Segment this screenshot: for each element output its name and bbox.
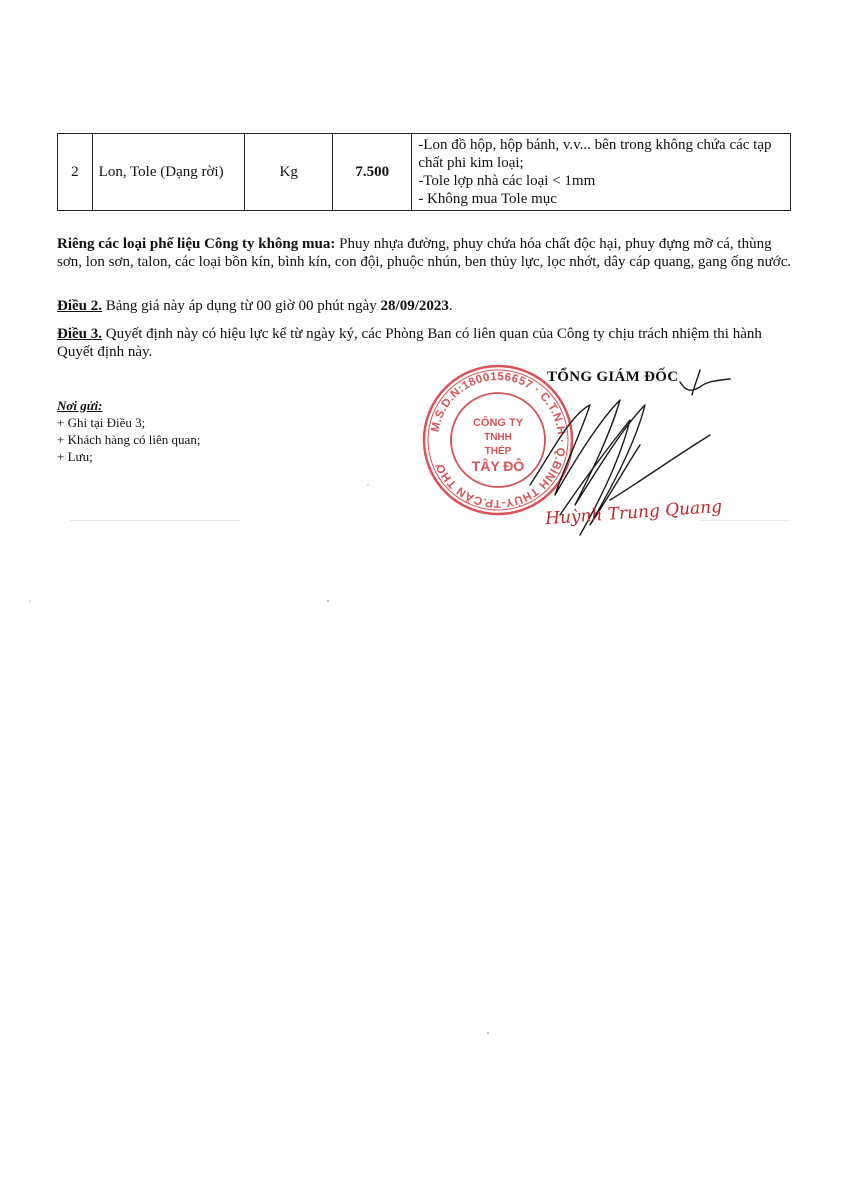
note-line: - Không mua Tole mục	[418, 191, 557, 207]
recipient-item: + Khách hàng có liên quan;	[57, 432, 201, 447]
item-unit: Kg	[245, 134, 333, 211]
note-line: -Tole lợp nhà các loại < 1mm	[418, 173, 596, 189]
article-2-end: .	[448, 298, 453, 314]
recipient-item: + Ghi tại Điều 3;	[57, 415, 146, 430]
stamp-center-line: TNHH	[484, 432, 512, 443]
effective-date: 28/09/2023	[380, 298, 449, 314]
recipients-heading: Nơi gửi:	[57, 398, 103, 413]
signatory-title: TỔNG GIÁM ĐỐC	[547, 369, 679, 385]
item-name: Lon, Tole (Dạng rời)	[92, 134, 245, 211]
note-line: -Lon đồ hộp, hộp bánh, v.v... bên trong không chứa các tạp chất phi kim loại;	[418, 137, 772, 171]
item-price: 7.500	[333, 134, 412, 211]
stamp-center-line: CÔNG TY	[472, 417, 524, 429]
article-3-label: Điều 3.	[57, 326, 102, 342]
exclusions-lead: Riêng các loại phế liệu Công ty không mua:	[57, 236, 336, 252]
stamp-center-line: TÂY ĐÔ	[471, 458, 525, 474]
stamp-center-line: THÉP	[484, 446, 512, 457]
stamp-ring-text: M.S.D.N:1800156657 · C.T.N.H · Q.BÌNH THỦY-TP.CẦN THƠ	[429, 370, 568, 510]
recipient-item: + Lưu;	[57, 449, 93, 464]
signatory-name: Huỳnh Trung Quang	[544, 496, 723, 530]
article-3-text: Quyết định này có hiệu lực kể từ ngày ký, các Phòng Ban có liên quan của Công ty chịu trách nhiệm thi hành Quyết định này.	[57, 326, 762, 360]
exclusions-text: Phuy nhựa đường, phuy chứa hóa chất độc hại, phuy đựng mỡ cá, thùng sơn, lon sơn, talon, các loại bồn kín, bình kín, con đội, phuộc nhún, ben thủy lực, lọc nhớt, dây cáp quang, gang ống nước.	[57, 236, 792, 270]
row-number: 2	[58, 134, 93, 211]
article-2-label: Điều 2.	[57, 298, 102, 314]
article-2-text: Bảng giá này áp dụng từ 00 giờ 00 phút ngày	[102, 298, 381, 314]
